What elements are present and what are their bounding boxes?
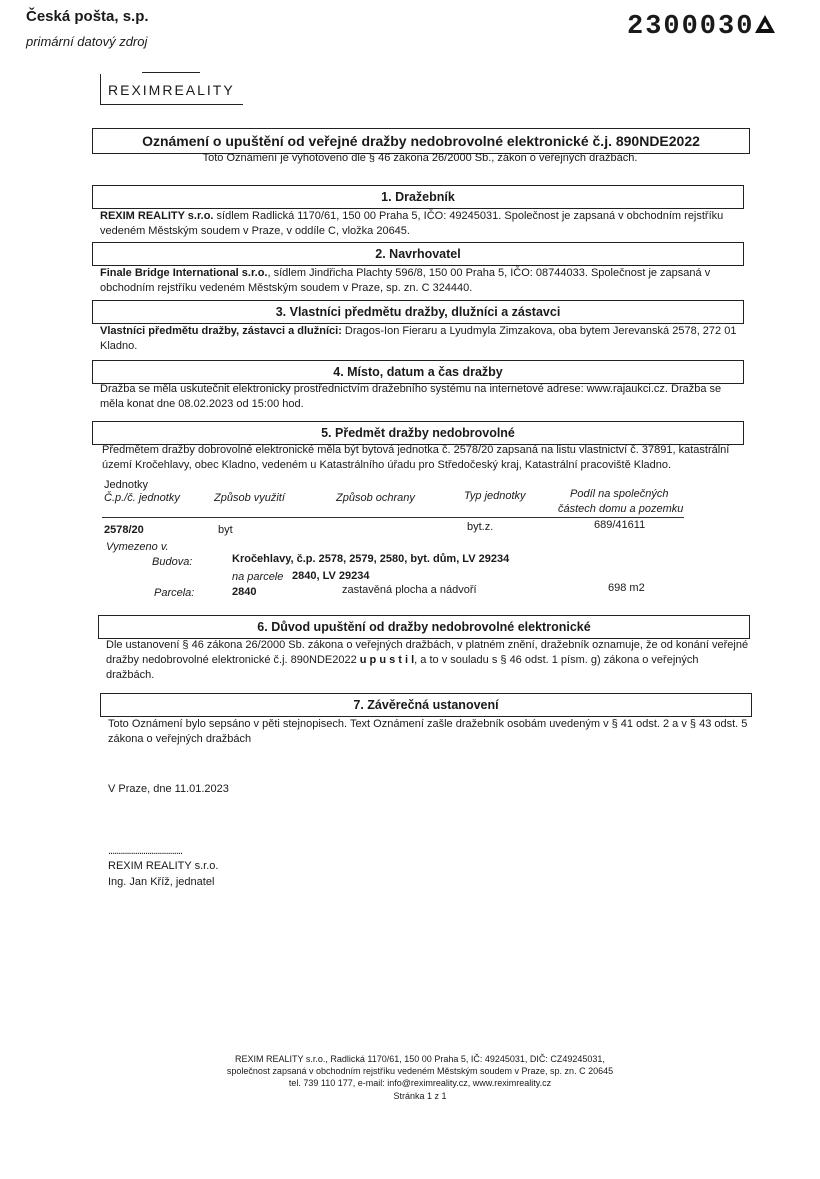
logo-roof <box>142 72 200 81</box>
col-header-protection: Způsob ochrany <box>336 492 415 504</box>
cell-use: byt <box>218 524 233 536</box>
section-6-text: Dle ustanovení § 46 zákona 26/2000 Sb. zákona o veřejných dražbách, v platném znění, dražebník oznamuje, že od konání veřejné dražby nedobrovolné elektronické č.j. 890NDE2022 u p u s t i l, a to v souladu s § 46 odst. 1 písm. g) zákona o veřejných dražbách. <box>106 639 749 681</box>
footer-line-2: společnost zapsaná v obchodním rejstříku vedeném Městským soudem v Praze, sp. zn. C 20645 <box>226 1066 614 1076</box>
col-header-type: Typ jednotky <box>464 490 526 502</box>
page-number: Stránka 1 z 1 <box>393 1091 447 1101</box>
col-header-unit: Č.p./č. jednotky <box>104 492 180 504</box>
triangle-mark-icon <box>754 14 776 34</box>
cell-share: 689/41611 <box>594 519 646 531</box>
section-4-text: Dražba se měla uskutečnit elektronicky prostřednictvím dražebního systému na internetové adrese: www.rajaukci.cz. Dražba se měla konat dne 08.02.2023 od 15:00 hod. <box>100 383 722 410</box>
cell-type: byt.z. <box>467 521 494 533</box>
section-5-text: Předmětem dražby dobrovolné elektronické měla být bytová jednotka č. 2578/20 zapsaná na listu vlastnictví č. 37891, katastrální území Kročehlavy, obec Kladno, vedeném u Katastrálního úřadu pro Středočeský kraj, Katastrální pracoviště Kladno. <box>102 444 730 471</box>
col-header-use: Způsob využití <box>214 492 285 504</box>
section-1-heading: 1. Dražebník <box>92 185 744 209</box>
section-7-text: Toto Oznámení bylo sepsáno v pěti stejnopisech. Text Oznámení zašle dražebník osobám uvedeným v § 41 odst. 2 a v § 43 odst. 5 zákona o veřejných dražbách <box>108 718 748 745</box>
cell-unit: 2578/20 <box>104 524 144 536</box>
parcela-area: 698 m2 <box>608 582 645 594</box>
section-2-heading: 2. Navrhovatel <box>92 242 744 266</box>
section-7-heading: 7. Závěrečná ustanovení <box>100 693 752 717</box>
section-6-heading: 6. Důvod upuštění od dražby nedobrovolné elektronické <box>98 615 750 639</box>
parcela-label: Parcela: <box>154 587 195 599</box>
signature-line: .................................... <box>108 845 183 857</box>
section-2-text: Finale Bridge International s.r.o., sídlem Jindřicha Plachty 596/8, 150 00 Praha 5, IČO: 08744033. Společnost je zapsaná v obchodním rejstříku vedeném Městským soudem v Praze, sp. zn. C 324440. <box>100 267 711 294</box>
col-header-share: Podíl na společných <box>570 488 669 500</box>
section-3-heading: 3. Vlastníci předmětu dražby, dlužníci a zástavci <box>92 300 744 324</box>
section-5-heading: 5. Předmět dražby nedobrovolné <box>92 421 744 445</box>
section-3-text: Vlastníci předmětu dražby, zástavci a dlužníci: Dragos-Ion Fieraru a Lyudmyla Zimzakova, oba bytem Jerevanská 2578, 272 01 Kladno. <box>100 325 737 352</box>
budova-value: Kročehlavy, č.p. 2578, 2579, 2580, byt. dům, LV 29234 <box>232 553 510 565</box>
footer-line-1: REXIM REALITY s.r.o., Radlická 1170/61, 150 00 Praha 5, IČ: 49245031, DIČ: CZ49245031, <box>235 1054 605 1064</box>
footer-line-3: tel. 739 110 177, e-mail: info@reximreality.cz, www.reximreality.cz <box>288 1078 552 1088</box>
na-parcele-value: 2840, LV 29234 <box>292 570 370 582</box>
stamp-issuer: Česká pošta, s.p. <box>26 8 149 25</box>
vymezeno-label: Vymezeno v. <box>106 541 169 553</box>
budova-label: Budova: <box>152 556 193 568</box>
section-1-text: REXIM REALITY s.r.o. sídlem Radlická 1170/61, 150 00 Praha 5, IČO: 49245031. Společnost je zapsaná v obchodním rejstříku vedeném Městským soudem v Praze, v oddíle C, vložka 20645. <box>100 210 724 237</box>
signature-company: REXIM REALITY s.r.o. <box>108 860 219 872</box>
col-header-share-2: částech domu a pozemku <box>558 503 684 515</box>
stamp-source: primární datový zdroj <box>26 34 148 49</box>
section-4-heading: 4. Místo, datum a čas dražby <box>92 360 744 384</box>
parcela-number: 2840 <box>232 586 257 598</box>
document-title: Oznámení o upuštění od veřejné dražby nedobrovolné elektronické č.j. 890NDE2022 <box>92 128 750 154</box>
signature-name: Ing. Jan Kříž, jednatel <box>108 876 215 888</box>
na-parcele-label: na parcele <box>232 571 284 583</box>
document-subtitle: Toto Oznámení je vyhotoveno dle § 46 zákona 26/2000 Sb., zákon o veřejných dražbách. <box>202 152 638 164</box>
units-label: Jednotky <box>104 479 149 491</box>
place-date: V Praze, dne 11.01.2023 <box>108 783 229 795</box>
document-number: 2300030 <box>627 12 776 42</box>
logo-text: REXIMREALITY <box>108 82 235 98</box>
parcela-type: zastavěná plocha a nádvoří <box>342 584 477 596</box>
